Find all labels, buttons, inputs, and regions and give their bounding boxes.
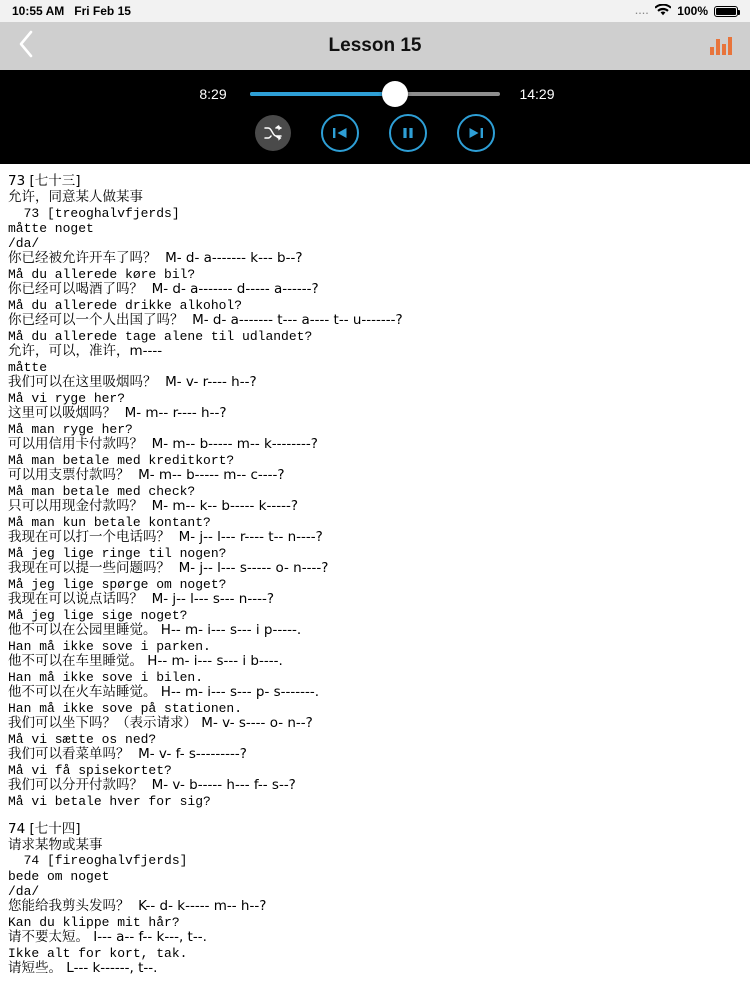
lesson-line: 请求某物或某事 bbox=[8, 836, 103, 853]
lesson-line: Må du allerede køre bil? bbox=[8, 266, 196, 282]
lesson-line: Han må ikke sove i bilen. bbox=[8, 669, 204, 685]
duration-time: 14:29 bbox=[519, 86, 555, 102]
lesson-line: Må jeg lige spørge om noget? bbox=[8, 576, 227, 592]
lesson-line: 只可以用现金付款吗？ M- m-- k-- b----- k-----? bbox=[8, 498, 298, 515]
lesson-line: 您能给我剪头发吗？ K-- d- k----- m-- h--? bbox=[8, 898, 267, 915]
lesson-line: 74 [fireoghalvfjerds] bbox=[8, 853, 188, 869]
navigation-bar bbox=[0, 22, 750, 70]
lesson-line: 你已经可以一个人出国了吗？ M- d- a------- t--- a---- t-- u-------? bbox=[8, 312, 403, 329]
lesson-line: 他不可以在车里睡觉。 H-- m- i--- s--- i b----. bbox=[8, 652, 283, 669]
progress-slider[interactable] bbox=[250, 92, 500, 96]
lesson-line: Må jeg lige ringe til nogen? bbox=[8, 545, 227, 561]
chevron-left-icon[interactable] bbox=[18, 30, 48, 62]
lesson-line: 他不可以在公园里睡觉。 H-- m- i--- s--- i p-----. bbox=[8, 621, 302, 638]
lesson-line: 我现在可以提一些问题吗？ M- j-- l--- s----- o- n----? bbox=[8, 560, 329, 577]
lesson-line: 73 [七十三] bbox=[8, 173, 81, 189]
lesson-line: 我们可以分开付款吗？ M- v- b----- h--- f-- s--? bbox=[8, 776, 296, 793]
lesson-line: Ikke alt for kort, tak. bbox=[8, 945, 188, 961]
lesson-line: Må man kun betale kontant? bbox=[8, 514, 211, 530]
audio-player bbox=[0, 70, 750, 164]
lesson-line: 他不可以在火车站睡觉。 H-- m- i--- s--- p- s-------. bbox=[8, 683, 320, 700]
lesson-line: Må man betale med kreditkort? bbox=[8, 452, 235, 468]
lesson-line: 我现在可以说点话吗？ M- j-- l--- s--- n----? bbox=[8, 591, 274, 607]
lesson-line: 我现在可以打一个电话吗？ M- j-- l--- r---- t-- n----? bbox=[8, 529, 323, 546]
status-date: Fri Feb 15 bbox=[74, 4, 131, 18]
lesson-line: Han må ikke sove på stationen. bbox=[8, 700, 243, 716]
lesson-line: Han må ikke sove i parken. bbox=[8, 638, 211, 654]
status-bar bbox=[0, 0, 750, 22]
pause-icon[interactable] bbox=[389, 114, 427, 152]
lesson-line: 你已经被允许开车了吗？ M- d- a------- k--- b--? bbox=[8, 250, 303, 267]
lesson-line: 74 [七十四] bbox=[8, 820, 81, 837]
previous-track-icon[interactable] bbox=[321, 114, 359, 152]
lesson-line: Må vi få spisekortet? bbox=[8, 762, 172, 778]
signal-strength-icon: .... bbox=[635, 6, 650, 16]
lesson-line: Må du allerede tage alene til udlandet? bbox=[8, 328, 313, 344]
lesson-line: Må man betale med check? bbox=[8, 483, 196, 499]
lesson-line: bede om noget bbox=[8, 868, 110, 884]
elapsed-time: 8:29 bbox=[199, 86, 227, 102]
lesson-line: Må vi ryge her? bbox=[8, 390, 126, 406]
lesson-line: /da/ bbox=[8, 883, 40, 899]
line-spacer bbox=[8, 809, 742, 822]
lesson-text-area[interactable] bbox=[0, 164, 750, 990]
lesson-line: 可以用信用卡付款吗？ M- m-- b----- m-- k--------? bbox=[8, 436, 318, 453]
battery-icon bbox=[714, 6, 738, 17]
lesson-line: måtte bbox=[8, 359, 48, 375]
lesson-line: Må du allerede drikke alkohol? bbox=[8, 297, 243, 313]
lesson-line: Må vi sætte os ned? bbox=[8, 731, 157, 747]
status-time: 10:55 AM bbox=[12, 4, 65, 18]
lesson-line: 允许，同意某人做某事 bbox=[8, 188, 143, 205]
lesson-line: 可以用支票付款吗？ M- m-- b----- m-- c----? bbox=[8, 467, 285, 484]
battery-percent-label: 100% bbox=[677, 4, 708, 18]
lesson-line: 我们可以看菜单吗？ M- v- f- s---------? bbox=[8, 745, 247, 762]
equalizer-icon[interactable] bbox=[710, 37, 732, 55]
lesson-line: Må vi betale hver for sig? bbox=[8, 793, 211, 809]
lesson-line: Kan du klippe mit hår? bbox=[8, 914, 180, 930]
lesson-line: 允许，可以，准许，m---- bbox=[8, 343, 163, 360]
progress-filled bbox=[250, 92, 395, 96]
shuffle-icon[interactable] bbox=[255, 115, 291, 151]
lesson-line: måtte noget bbox=[8, 220, 94, 236]
transport-controls bbox=[0, 104, 750, 152]
lesson-line: /da/ bbox=[8, 235, 40, 251]
lesson-line: 73 [treoghalvfjerds] bbox=[8, 205, 180, 221]
wifi-icon bbox=[655, 4, 671, 19]
lesson-line: 请不要太短。 I--- a-- f-- k---, t--. bbox=[8, 929, 207, 946]
lesson-line: 请短些。 L--- k------, t--. bbox=[8, 960, 158, 977]
lesson-line: 我们可以坐下吗？（表示请求） M- v- s---- o- n--? bbox=[8, 714, 313, 731]
page-title: Lesson 15 bbox=[328, 35, 422, 56]
lesson-line: 这里可以吸烟吗？ M- m-- r---- h--? bbox=[8, 405, 227, 422]
progress-knob[interactable] bbox=[382, 81, 408, 107]
lesson-line: Må jeg lige sige noget? bbox=[8, 607, 188, 623]
lesson-line: Må man ryge her? bbox=[8, 421, 133, 437]
next-track-icon[interactable] bbox=[457, 114, 495, 152]
progress-row bbox=[0, 80, 750, 104]
lesson-line: 我们可以在这里吸烟吗？ M- v- r---- h--? bbox=[8, 374, 257, 391]
lesson-line: 你已经可以喝酒了吗？ M- d- a------- d----- a------? bbox=[8, 281, 319, 298]
